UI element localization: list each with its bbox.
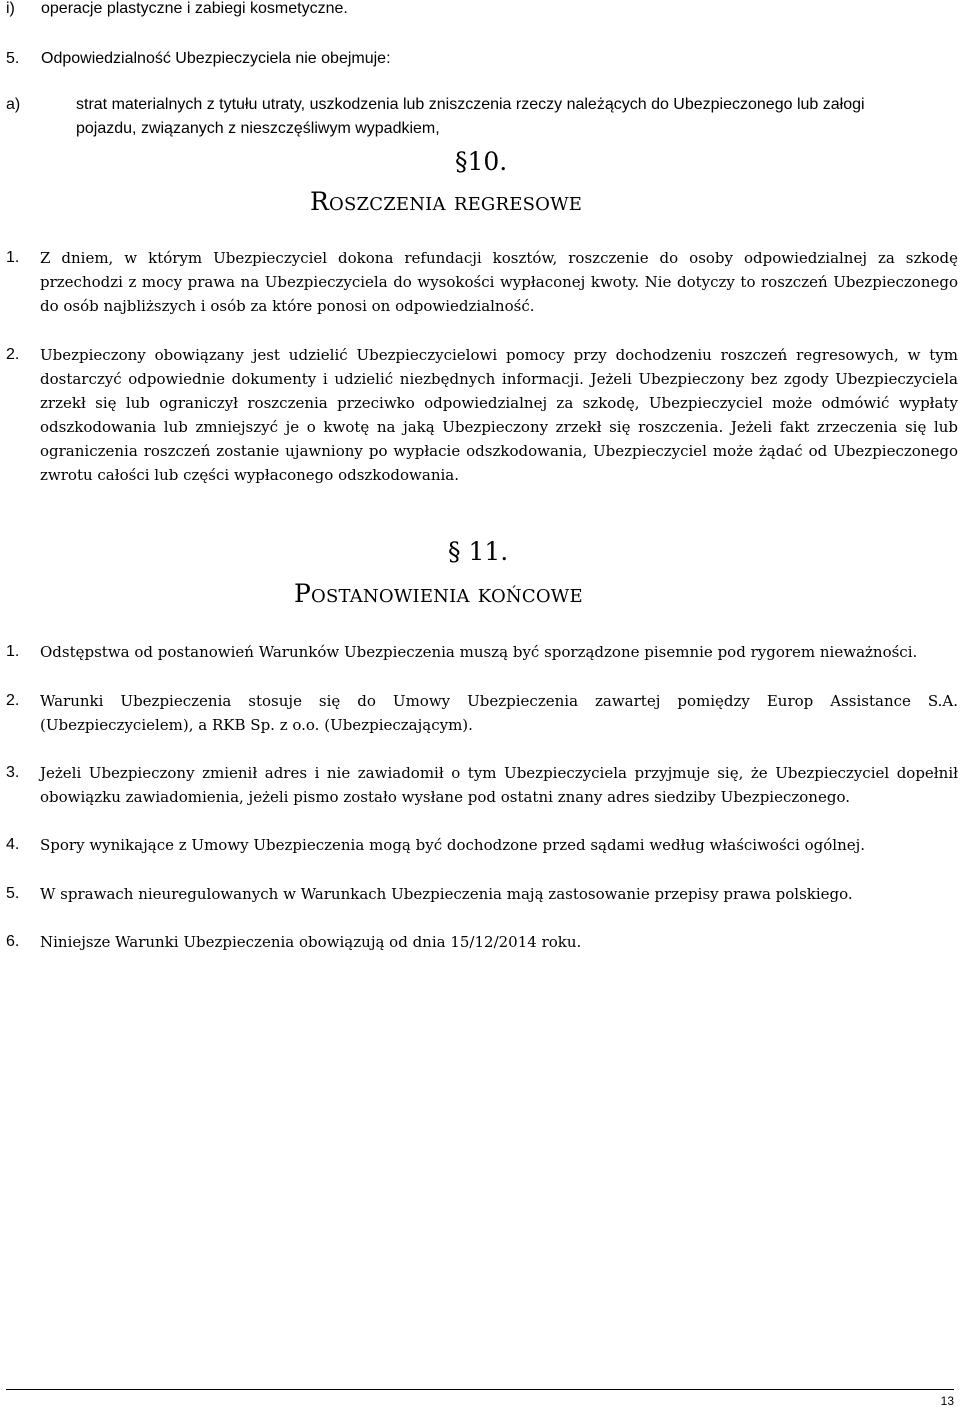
section-11-number: § 11. (448, 537, 509, 566)
footer-divider (6, 1389, 954, 1390)
section-10-item-1-marker: 1. (6, 249, 20, 266)
section-10-item-2-text: Ubezpieczony obowiązany jest udzielić Ubezpieczycielowi pomocy przy dochodzeniu roszczeń regresowych, w tym dostarczyć odpowiednie dokumenty i udzielić niezbędnych informacji. Jeżeli Ubezpieczony bez zgody Ubezpieczyciela zrzekł się lub ograniczył roszczenia przeciwko odpowiedzialnej za szkodę, Ubezpieczyciel może odmówić wypłaty odszkodowania lub zmniejszyć je o kwotę na jaką Ubezpieczony zrzekł się roszczenia. Jeżeli fakt zrzeczenia się lub ograniczenia roszczeń zostanie ujawniony po wypłacie odszkodowania, Ubezpieczyciel może żądać od Ubezpieczonego zwrotu całości lub części wypłaconego odszkodowania. (40, 346, 958, 484)
list-text-5: Odpowiedzialność Ubezpieczyciela nie obejmuje: (41, 50, 391, 67)
section-10-item-2-marker: 2. (6, 346, 20, 363)
section-10-item-1-text: Z dniem, w którym Ubezpieczyciel dokona refundacji kosztów, roszczenie do osoby odpowiedzialnej za szkodę przechodzi z mocy prawa na Ubezpieczyciela do wysokości wypłaconej kwoty. Nie dotyczy to roszczeń Ubezpieczonego do osób najbliższych i osób za które ponosi on odpowiedzialność. (40, 249, 958, 315)
list-text-a-line1: strat materialnych z tytułu utraty, uszkodzenia lub zniszczenia rzeczy należących do Ubezpieczonego lub załogi (76, 96, 865, 113)
section-10-item-2 (6, 343, 958, 487)
list-text-a-line2: pojazdu, związanych z nieszczęśliwym wypadkiem, (76, 120, 440, 137)
section-11-item-2-marker: 2. (6, 692, 20, 709)
list-marker-a: a) (6, 96, 21, 113)
section-11-item-3 (6, 761, 958, 809)
list-text-i: operacje plastyczne i zabiegi kosmetyczne. (41, 0, 348, 17)
section-11-item-6-marker: 6. (6, 933, 20, 950)
section-11-title: Postanowienia końcowe (294, 579, 583, 608)
section-10-number: §10. (455, 147, 508, 176)
section-11-item-5-text: W sprawach nieuregulowanych w Warunkach Ubezpieczenia mają zastosowanie przepisy prawa polskiego. (40, 885, 853, 903)
section-11-item-1 (6, 640, 958, 664)
section-10-item-1 (6, 246, 958, 318)
section-11-item-1-marker: 1. (6, 643, 20, 660)
section-11-item-3-text: Jeżeli Ubezpieczony zmienił adres i nie zawiadomił o tym Ubezpieczyciela przyjmuje się, że Ubezpieczyciel dopełnił obowiązku zawiadomienia, jeżeli pismo zostało wysłane pod ostatni znany adres siedziby Ubezpieczonego. (40, 764, 958, 806)
section-11-item-6 (6, 930, 958, 954)
section-11-item-6-text: Niniejsze Warunki Ubezpieczenia obowiązują od dnia 15/12/2014 roku. (40, 933, 582, 951)
page-number: 13 (940, 1394, 954, 1408)
section-11-item-5-marker: 5. (6, 885, 20, 902)
section-11-item-5 (6, 882, 958, 906)
section-11-item-4-marker: 4. (6, 836, 20, 853)
section-11-item-1-text: Odstępstwa od postanowień Warunków Ubezpieczenia muszą być sporządzone pisemnie pod rygorem nieważności. (40, 643, 918, 661)
list-marker-i: i) (6, 0, 15, 17)
section-11-item-3-marker: 3. (6, 764, 20, 781)
section-10-title: Roszczenia regresowe (310, 187, 583, 216)
list-marker-5: 5. (6, 50, 20, 67)
section-11-item-2-text: Warunki Ubezpieczenia stosuje się do Umowy Ubezpieczenia zawartej pomiędzy Europ Assistance S.A. (Ubezpieczycielem), a RKB Sp. z o.o. (Ubezpieczającym). (40, 692, 958, 734)
section-11-item-4-text: Spory wynikające z Umowy Ubezpieczenia mogą być dochodzone przed sądami według właściwości ogólnej. (40, 836, 866, 854)
section-11-item-4 (6, 833, 958, 857)
section-11-item-2 (6, 689, 958, 737)
